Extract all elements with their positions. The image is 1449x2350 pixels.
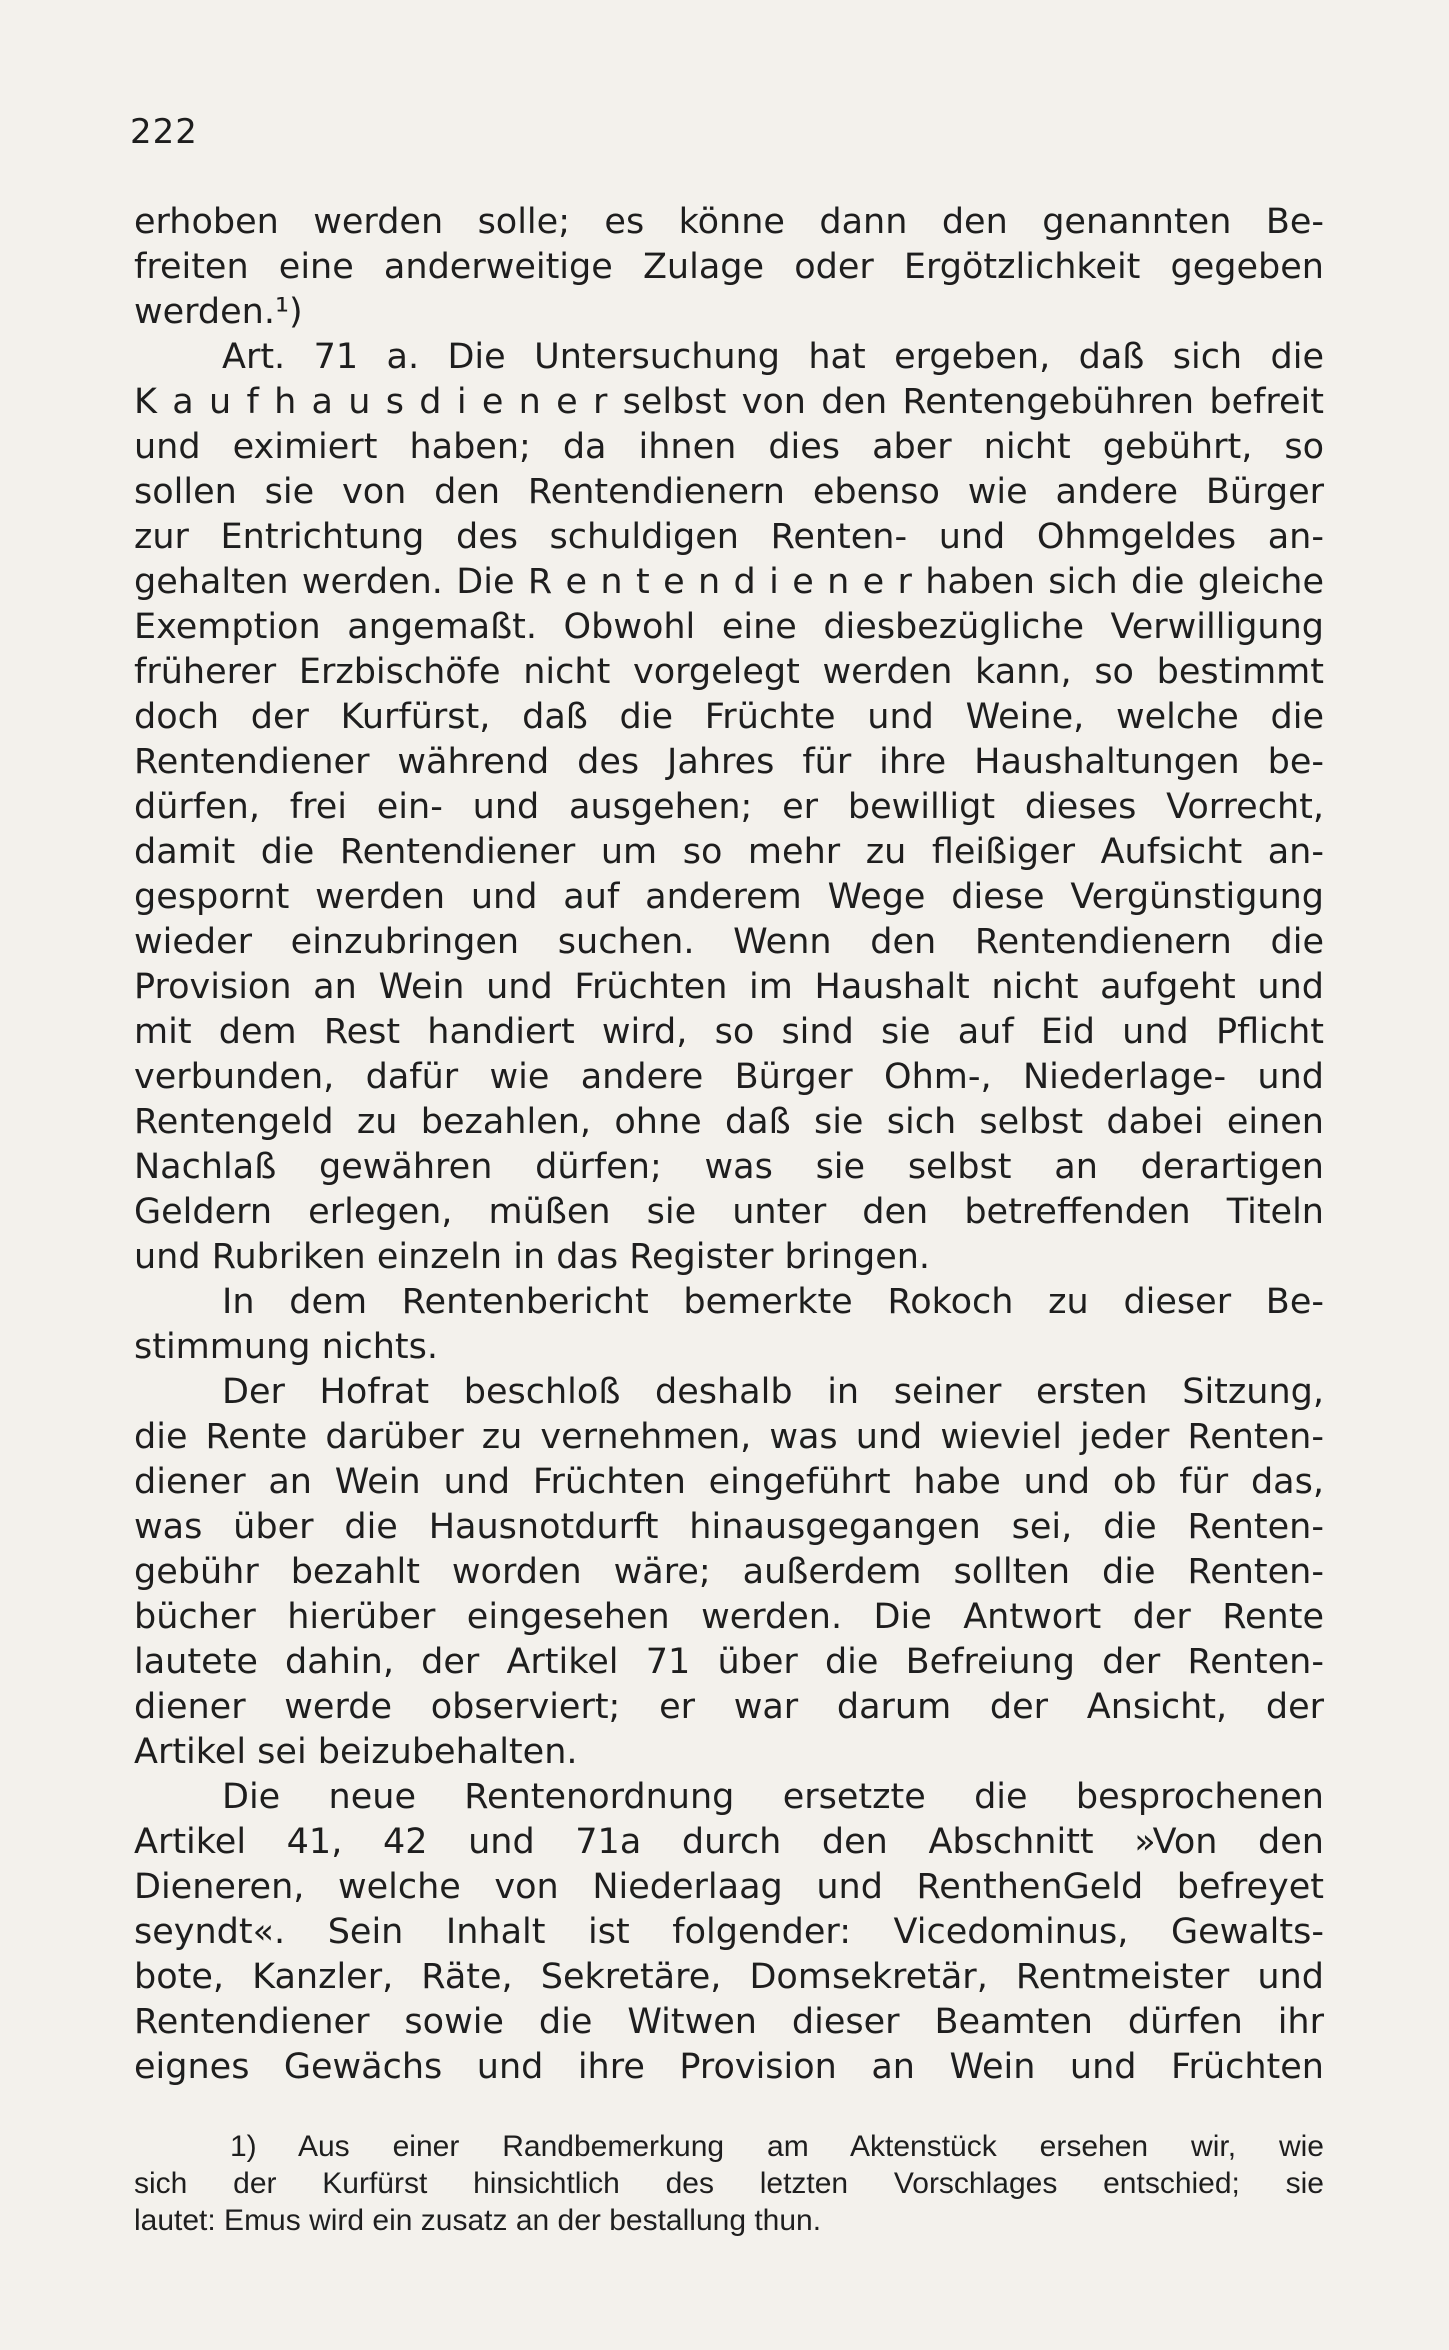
text-line: bücher hierüber eingesehen werden. Die Antwort der Rente <box>134 1597 1324 1637</box>
text-line: dürfen, frei ein- und ausgehen; er bewilligt dieses Vorrecht, <box>134 787 1324 827</box>
text-line: werden.¹) <box>134 292 303 332</box>
text-line: gehalten werden. Die R e n t e n d i e n e r haben sich die gleiche <box>134 562 1324 602</box>
text-line: stimmung nichts. <box>134 1327 438 1367</box>
footnote-line: 1) Aus einer Randbemerkung am Aktenstück ersehen wir, wie <box>230 2130 1324 2163</box>
text-line: gespornt werden und auf anderem Wege diese Vergünstigung <box>134 877 1324 917</box>
footnote-line: lautet: Emus wird ein zusatz an der bestallung thun. <box>134 2204 822 2237</box>
text-line: K a u f h a u s d i e n e r selbst von den Rentengebühren befreit <box>134 382 1324 422</box>
text-line: Nachlaß gewähren dürfen; was sie selbst an derartigen <box>134 1147 1324 1187</box>
text-line: verbunden, dafür wie andere Bürger Ohm-, Niederlage- und <box>134 1057 1324 1097</box>
text-line: doch der Kurfürst, daß die Früchte und Weine, welche die <box>134 697 1324 737</box>
text-line: diener an Wein und Früchten eingeführt habe und ob für das, <box>134 1462 1324 1502</box>
text-line: Artikel sei beizubehalten. <box>134 1732 578 1772</box>
text-line: damit die Rentendiener um so mehr zu fleißiger Aufsicht an- <box>134 832 1324 872</box>
text-line: Rentendiener sowie die Witwen dieser Beamten dürfen ihr <box>134 2002 1324 2042</box>
text-line: Geldern erlegen, müßen sie unter den betreffenden Titeln <box>134 1192 1324 1232</box>
text-line: Die neue Rentenordnung ersetzte die besprochenen <box>222 1777 1324 1817</box>
text-line: früherer Erzbischöfe nicht vorgelegt werden kann, so bestimmt <box>134 652 1324 692</box>
main-text <box>134 200 1324 2090</box>
text-line: diener werde observiert; er war darum der Ansicht, der <box>134 1687 1324 1727</box>
text-line: In dem Rentenbericht bemerkte Rokoch zu dieser Be- <box>222 1282 1324 1322</box>
text-line: seyndt«. Sein Inhalt ist folgender: Vicedominus, Gewalts- <box>134 1912 1324 1952</box>
text-line: Art. 71 a. Die Untersuchung hat ergeben, daß sich die <box>222 337 1324 377</box>
text-line: bote, Kanzler, Räte, Sekretäre, Domsekretär, Rentmeister und <box>134 1957 1324 1997</box>
text-line: die Rente darüber zu vernehmen, was und wieviel jeder Renten- <box>134 1417 1324 1457</box>
text-line: lautete dahin, der Artikel 71 über die Befreiung der Renten- <box>134 1642 1324 1682</box>
text-line: was über die Hausnotdurft hinausgegangen sei, die Renten- <box>134 1507 1324 1547</box>
text-line: wieder einzubringen suchen. Wenn den Rentendienern die <box>134 922 1324 962</box>
footnote <box>134 2128 1324 2239</box>
text-line: erhoben werden solle; es könne dann den genannten Be- <box>134 202 1324 242</box>
text-line: Dieneren, welche von Niederlaag und RenthenGeld befreyet <box>134 1867 1324 1907</box>
text-line: zur Entrichtung des schuldigen Renten- und Ohmgeldes an- <box>134 517 1324 557</box>
text-line: gebühr bezahlt worden wäre; außerdem sollten die Renten- <box>134 1552 1324 1592</box>
text-line: Der Hofrat beschloß deshalb in seiner ersten Sitzung, <box>222 1372 1324 1412</box>
text-line: Artikel 41, 42 und 71a durch den Abschnitt »Von den <box>134 1822 1324 1862</box>
text-line: freiten eine anderweitige Zulage oder Ergötzlichkeit gegeben <box>134 247 1324 287</box>
text-line: Rentengeld zu bezahlen, ohne daß sie sich selbst dabei einen <box>134 1102 1324 1142</box>
text-line: eignes Gewächs und ihre Provision an Wein und Früchten <box>134 2047 1324 2087</box>
text-line: mit dem Rest handiert wird, so sind sie auf Eid und Pflicht <box>134 1012 1324 1052</box>
text-line: und eximiert haben; da ihnen dies aber nicht gebührt, so <box>134 427 1324 467</box>
text-line: Provision an Wein und Früchten im Haushalt nicht aufgeht und <box>134 967 1324 1007</box>
text-line: Rentendiener während des Jahres für ihre Haushaltungen be- <box>134 742 1324 782</box>
footnote-line: sich der Kurfürst hinsichtlich des letzten Vorschlages entschied; sie <box>134 2167 1324 2200</box>
text-line: und Rubriken einzeln in das Register bringen. <box>134 1237 931 1277</box>
text-line: sollen sie von den Rentendienern ebenso wie andere Bürger <box>134 472 1324 512</box>
page-number: 222 <box>130 112 198 152</box>
text-line: Exemption angemaßt. Obwohl eine diesbezügliche Verwilligung <box>134 607 1324 647</box>
